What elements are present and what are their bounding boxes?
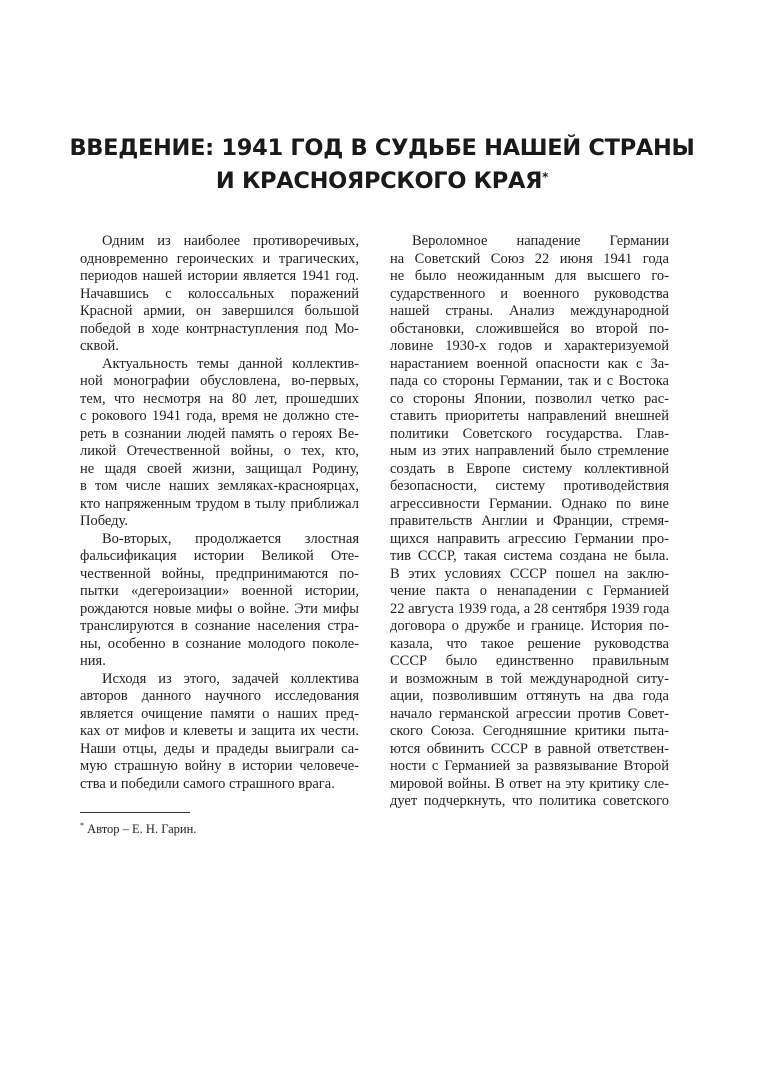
text-line: ках от мифов и клеветы и защита их чести. xyxy=(80,723,359,739)
text-line: мую страшную войну в истории человече- xyxy=(80,758,359,774)
text-line: авторов данного научного исследования xyxy=(80,688,359,704)
text-line: ния. xyxy=(80,653,106,669)
text-line: Победу. xyxy=(80,513,128,529)
text-line: ского Союза. Сегодняшние критики пыта- xyxy=(390,723,669,739)
text-line: нарастанием военной опасности как с За- xyxy=(390,355,669,372)
right-column xyxy=(390,233,669,811)
text-line: тив СССР, такая система создана не была. xyxy=(390,548,669,564)
text-line: и возможным в той международной ситу- xyxy=(390,670,669,687)
text-line: ным из этих направлений было стремление xyxy=(390,443,669,459)
text-line: мировой войны. В ответ на эту критику сле- xyxy=(390,775,669,792)
text-line: дует подчеркнуть, что политика советского xyxy=(390,793,669,809)
text-line: Начавшись с колоссальных поражений xyxy=(80,285,359,302)
text-line: ства и победили самого страшного врага. xyxy=(80,775,335,792)
text-line: чение пакта о ненападении с Германией xyxy=(390,583,669,599)
text-line: обстановки, сложившейся во второй по- xyxy=(390,320,669,337)
chapter-title xyxy=(0,132,764,198)
footnote-reference: * xyxy=(542,170,549,184)
text-line: ловине 1930-х годов и характеризуемой xyxy=(390,338,669,354)
text-line: периодов нашей истории является 1941 год. xyxy=(80,268,359,284)
text-line: сквой. xyxy=(80,338,119,354)
text-line: Красной армии, он завершился большой xyxy=(80,303,359,319)
left-column xyxy=(80,233,359,793)
text-line: сударственного и военного руководства xyxy=(390,285,669,302)
text-line: не щадя своей жизни, защищал Родину, xyxy=(80,460,359,477)
text-line: СССР было единственно правильным xyxy=(390,653,669,669)
text-line: одновременно героических и трагических, xyxy=(80,250,359,267)
text-line: не было неожиданным для высшего го- xyxy=(390,268,669,284)
text-line: агрессивности Германии. Однако по вине xyxy=(390,495,669,512)
text-line: ются обвинить СССР в равной ответствен- xyxy=(390,740,669,757)
chapter-title-line-2-text: И КРАСНОЯРСКОГО КРАЯ xyxy=(215,168,543,194)
text-line: ны, особенно в сознание молодого поколе- xyxy=(80,635,359,652)
text-line: со стороны Японии, позволил четко рас- xyxy=(390,390,669,407)
text-line: В этих условиях СССР пошел на заклю- xyxy=(390,565,669,582)
text-line: договора о дружбе и границе. История по- xyxy=(390,618,669,634)
text-line: Одним из наиболее противоречивых, xyxy=(102,233,359,249)
footnote-mark: * xyxy=(80,821,84,830)
paragraph xyxy=(390,233,669,811)
text-line: является очищение памяти о наших пред- xyxy=(80,705,359,722)
text-line: фальсификация истории Великой Оте- xyxy=(80,548,359,564)
paragraph xyxy=(80,356,359,531)
text-line: ной монографии обусловлена, во-первых, xyxy=(80,373,359,389)
text-line: ликой Отечественной войны, о тех, кто, xyxy=(80,443,359,459)
text-line: Наши отцы, деды и прадеды выиграли са- xyxy=(80,740,359,757)
text-line: ставить приоритеты направлений внешней xyxy=(390,408,669,424)
text-line: щихся направить агрессию Германии про- xyxy=(390,530,669,547)
text-line: транслируются в сознание населения стра- xyxy=(80,618,359,634)
text-line: пада со стороны Германии, так и с Востока xyxy=(390,373,669,389)
text-line: с рокового 1941 года, время не должно сте- xyxy=(80,408,359,424)
chapter-title-line-1: ВВЕДЕНИЕ: 1941 ГОД В СУДЬБЕ НАШЕЙ СТРАНЫ xyxy=(69,135,695,161)
text-line: Актуальность темы данной коллектив- xyxy=(102,355,359,372)
text-line: начало германской агрессии против Совет- xyxy=(390,705,669,722)
paragraph xyxy=(80,531,359,671)
text-line: рождаются новые мифы о войне. Эти мифы xyxy=(80,600,359,617)
text-line: Вероломное нападение Германии xyxy=(412,233,669,249)
text-line: казала, что такое решение руководства xyxy=(390,635,669,652)
text-line: 22 августа 1939 года, а 28 сентября 1939 года xyxy=(390,600,669,617)
footnote xyxy=(80,818,196,837)
text-line: создать в Европе систему коллективной xyxy=(390,460,669,477)
text-line: пытки «дегероизации» военной истории, xyxy=(80,583,359,599)
text-line: безопасности, систему противодействия xyxy=(390,478,669,494)
text-line: тем, что несмотря на 80 лет, прошедших xyxy=(80,390,359,407)
text-line: кто напряженным трудом в тылу приближал xyxy=(80,495,359,512)
footnote-divider xyxy=(80,812,190,813)
text-line: ности с Германией за развязывание Второй xyxy=(390,758,669,774)
text-line: победой в ходе контрнаступления под Мо- xyxy=(80,320,359,337)
text-line: ации, позволившим оттянуть на два года xyxy=(390,688,669,704)
text-line: Во-вторых, продолжается злостная xyxy=(102,530,359,547)
paragraph xyxy=(80,671,359,794)
text-line: в том числе наших земляках-красноярцах, xyxy=(80,478,359,494)
text-line: политики Советского государства. Глав- xyxy=(390,425,669,442)
text-line: реть в сознании людей память о героях Ве- xyxy=(80,425,359,442)
text-line: нашей страны. Анализ международной xyxy=(390,303,669,319)
chapter-title-line-2 xyxy=(0,165,764,198)
text-line: правительств Англии и Франции, стремя- xyxy=(390,513,669,529)
footnote-text: Автор – Е. Н. Гарин. xyxy=(84,822,197,837)
text-line: чественной войны, предпринимаются по- xyxy=(80,565,359,582)
text-line: Исходя из этого, задачей коллектива xyxy=(102,670,359,687)
paragraph xyxy=(80,233,359,356)
text-line: на Советский Союз 22 июня 1941 года xyxy=(390,250,669,267)
